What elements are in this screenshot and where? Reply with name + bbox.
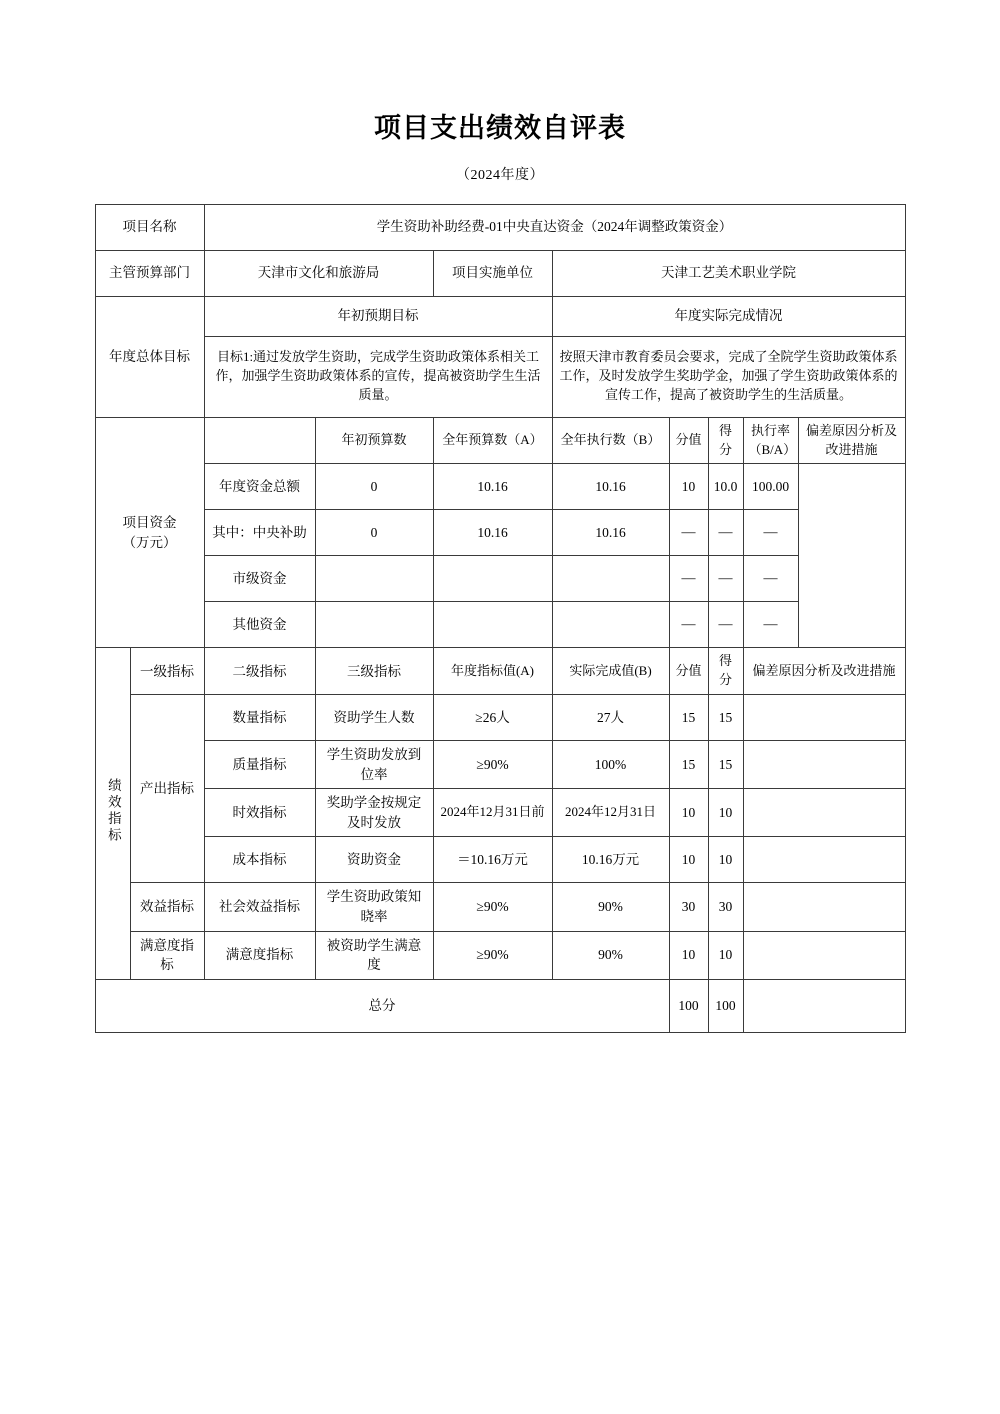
funds-section-label-line1: 项目资金 xyxy=(122,515,177,531)
funds-score-value: 10 xyxy=(669,464,708,510)
funds-item-label: 其他资金 xyxy=(204,602,315,648)
performance-row xyxy=(95,837,905,883)
funds-initial-budget: 0 xyxy=(315,464,433,510)
perf-deviation xyxy=(743,789,905,837)
funds-item-header xyxy=(204,417,315,464)
funds-initial-budget xyxy=(315,602,433,648)
performance-section-label-text: 绩效指标 xyxy=(105,777,121,844)
perf-score-got: 15 xyxy=(708,741,743,789)
execution-rate-header xyxy=(743,417,798,464)
execution-rate-header-line2: （B/A） xyxy=(748,441,797,457)
funds-annual-budget: 10.16 xyxy=(433,510,552,556)
level2-label: 数量指标 xyxy=(204,695,315,741)
perf-score-value: 10 xyxy=(669,837,708,883)
total-deviation xyxy=(743,979,905,1032)
perf-score-got: 10 xyxy=(708,837,743,883)
expected-goal-text: 目标1:通过发放学生资助，完成学生资助政策体系相关工作，加强学生资助政策体系的宣传，提高被资助学生生活质量。 xyxy=(204,336,552,417)
level3-label: 奖助学金按规定及时发放 xyxy=(315,789,433,837)
target-value: 2024年12月31日前 xyxy=(433,789,552,837)
actual-value: 2024年12月31日 xyxy=(552,789,669,837)
performance-header-row xyxy=(95,648,905,695)
target-value: ≥90% xyxy=(433,883,552,931)
perf-deviation xyxy=(743,741,905,789)
funds-row xyxy=(95,556,905,602)
funds-annual-budget xyxy=(433,602,552,648)
funds-deviation-cell xyxy=(798,464,905,648)
level2-label: 满意度指标 xyxy=(204,931,315,979)
execution-rate-header-line1: 执行率 xyxy=(750,422,790,438)
project-name-row xyxy=(95,204,905,250)
annual-execution-header: 全年执行数（B） xyxy=(552,417,669,464)
funds-execution-rate: — xyxy=(743,556,798,602)
actual-value: 27人 xyxy=(552,695,669,741)
funds-row xyxy=(95,602,905,648)
funds-deviation-header-line1: 偏差原因分析及 xyxy=(805,422,897,438)
level3-header: 三级指标 xyxy=(315,648,433,695)
funds-score-got-header: 得分 xyxy=(708,417,743,464)
perf-score-got-header: 得分 xyxy=(708,648,743,695)
funds-initial-budget: 0 xyxy=(315,510,433,556)
funds-score-value: — xyxy=(669,556,708,602)
budget-department-value: 天津市文化和旅游局 xyxy=(204,250,433,296)
target-value: ＝10.16万元 xyxy=(433,837,552,883)
perf-score-got: 30 xyxy=(708,883,743,931)
level3-label: 学生资助政策知晓率 xyxy=(315,883,433,931)
actual-value: 90% xyxy=(552,883,669,931)
implementing-unit-label: 项目实施单位 xyxy=(433,250,552,296)
level2-label: 质量指标 xyxy=(204,741,315,789)
perf-score-value: 15 xyxy=(669,695,708,741)
total-score-value: 100 xyxy=(669,979,708,1032)
actual-value-header: 实际完成值(B) xyxy=(552,648,669,695)
funds-score-value: — xyxy=(669,602,708,648)
total-label: 总分 xyxy=(95,979,669,1032)
total-score-got: 100 xyxy=(708,979,743,1032)
funds-row xyxy=(95,510,905,556)
actual-result-text: 按照天津市教育委员会要求，完成了全院学生资助政策体系工作，及时发放学生奖助学金，加强了学生资助政策体系的宣传工作，提高了被资助学生的生活质量。 xyxy=(552,336,905,417)
funds-item-label: 市级资金 xyxy=(204,556,315,602)
implementing-unit-value: 天津工艺美术职业学院 xyxy=(552,250,905,296)
level3-label: 被资助学生满意度 xyxy=(315,931,433,979)
funds-annual-budget: 10.16 xyxy=(433,464,552,510)
perf-deviation xyxy=(743,837,905,883)
funds-item-label: 其中：中央补助 xyxy=(204,510,315,556)
project-name-label: 项目名称 xyxy=(95,204,204,250)
target-value: ≥90% xyxy=(433,741,552,789)
performance-row xyxy=(95,883,905,931)
perf-score-got: 15 xyxy=(708,695,743,741)
actual-value: 10.16万元 xyxy=(552,837,669,883)
perf-score-value: 10 xyxy=(669,931,708,979)
initial-budget-header: 年初预算数 xyxy=(315,417,433,464)
perf-score-got: 10 xyxy=(708,931,743,979)
perf-deviation-header: 偏差原因分析及改进措施 xyxy=(743,648,905,695)
level2-label: 社会效益指标 xyxy=(204,883,315,931)
funds-annual-execution xyxy=(552,556,669,602)
performance-section-label xyxy=(95,648,130,979)
funds-annual-execution xyxy=(552,602,669,648)
actual-value: 90% xyxy=(552,931,669,979)
budget-department-label: 主管预算部门 xyxy=(95,250,204,296)
level2-header: 二级指标 xyxy=(204,648,315,695)
level3-label: 资助资金 xyxy=(315,837,433,883)
funds-execution-rate: 100.00 xyxy=(743,464,798,510)
level2-label: 时效指标 xyxy=(204,789,315,837)
funds-score-got: — xyxy=(708,556,743,602)
performance-row xyxy=(95,741,905,789)
actual-result-header: 年度实际完成情况 xyxy=(552,296,905,336)
funds-row xyxy=(95,464,905,510)
funds-annual-budget xyxy=(433,556,552,602)
total-score-row xyxy=(95,979,905,1032)
perf-deviation xyxy=(743,695,905,741)
perf-score-value: 15 xyxy=(669,741,708,789)
funds-score-value: — xyxy=(669,510,708,556)
funds-annual-execution: 10.16 xyxy=(552,464,669,510)
funds-header-row xyxy=(95,417,905,464)
funds-execution-rate: — xyxy=(743,602,798,648)
actual-value: 100% xyxy=(552,741,669,789)
funds-initial-budget xyxy=(315,556,433,602)
performance-row xyxy=(95,695,905,741)
target-value: ≥26人 xyxy=(433,695,552,741)
perf-score-value: 10 xyxy=(669,789,708,837)
page-title: 项目支出绩效自评表 xyxy=(374,113,626,143)
perf-score-got: 10 xyxy=(708,789,743,837)
target-value: ≥90% xyxy=(433,931,552,979)
funds-annual-execution: 10.16 xyxy=(552,510,669,556)
overall-goal-label: 年度总体目标 xyxy=(95,296,204,417)
level1-label: 效益指标 xyxy=(130,883,204,931)
level3-label: 资助学生人数 xyxy=(315,695,433,741)
perf-score-value: 30 xyxy=(669,883,708,931)
level1-header: 一级指标 xyxy=(130,648,204,695)
funds-score-got: 10.0 xyxy=(708,464,743,510)
funds-score-got: — xyxy=(708,510,743,556)
perf-score-value-header: 分值 xyxy=(669,648,708,695)
perf-deviation xyxy=(743,931,905,979)
expected-goal-header: 年初预期目标 xyxy=(204,296,552,336)
funds-section-label xyxy=(95,417,204,648)
perf-deviation xyxy=(743,883,905,931)
funds-score-value-header: 分值 xyxy=(669,417,708,464)
funds-score-got: — xyxy=(708,602,743,648)
page-subtitle: （2024年度） xyxy=(456,167,544,183)
department-row xyxy=(95,250,905,296)
performance-evaluation-table xyxy=(95,204,906,1033)
target-value-header: 年度指标值(A) xyxy=(433,648,552,695)
funds-item-label: 年度资金总额 xyxy=(204,464,315,510)
overall-goal-header-row xyxy=(95,296,905,336)
funds-execution-rate: — xyxy=(743,510,798,556)
level1-label: 满意度指标 xyxy=(130,931,204,979)
funds-deviation-header xyxy=(798,417,905,464)
overall-goal-content-row xyxy=(95,336,905,417)
performance-row xyxy=(95,789,905,837)
annual-budget-header: 全年预算数（A） xyxy=(433,417,552,464)
level1-label: 产出指标 xyxy=(130,695,204,883)
funds-section-label-line2: （万元） xyxy=(122,534,177,550)
funds-deviation-header-line2: 改进措施 xyxy=(825,441,878,457)
performance-row xyxy=(95,931,905,979)
project-name-value: 学生资助补助经费-01中央直达资金（2024年调整政策资金） xyxy=(204,204,905,250)
level3-label: 学生资助发放到位率 xyxy=(315,741,433,789)
level2-label: 成本指标 xyxy=(204,837,315,883)
